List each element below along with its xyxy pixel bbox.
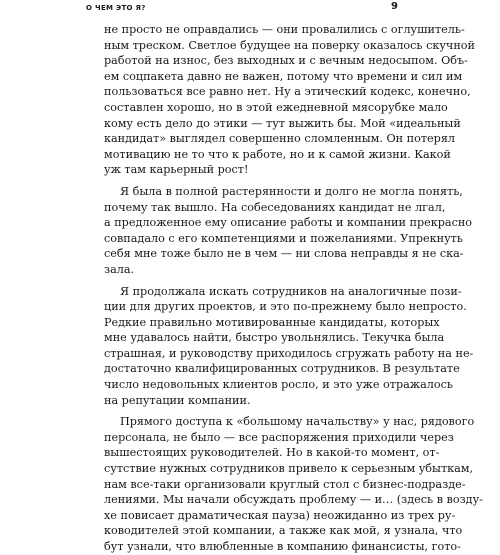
text-line: число недовольных клиентов росло, и это уже отражалось: [104, 378, 453, 392]
text-line: мотивацию не то что к работе, но и к самой жизни. Какой: [104, 147, 451, 161]
running-title: О ЧЕМ ЭТО Я?: [86, 4, 146, 12]
text-line: персонала, не было — все распоряжения приходили через: [104, 430, 454, 444]
text-line: мне удавалось найти, быстро увольнялись. Текучка была: [104, 331, 445, 345]
paragraph: [104, 22, 475, 178]
text-line: бут узнали, что влюбленные в компанию финансисты, гото-: [104, 540, 461, 553]
text-line: составлен хорошо, но в этой ежедневной мясорубке мало: [104, 100, 448, 114]
text-line: себя мне тоже было не в чем — ни слова неправды я не ска-: [104, 247, 464, 261]
body-text: [104, 22, 483, 555]
text-line: страшная, и руководству приходилось сгружать работу на не-: [104, 346, 474, 360]
text-line: на репутации компании.: [104, 393, 251, 407]
text-line: кандидат» выглядел совершенно сломленным. Он потерял: [104, 132, 456, 146]
text-line: хе повисает драматическая пауза) неожиданно из трех ру-: [104, 508, 456, 522]
text-line: ным треском. Светлое будущее на поверку оказалось скучной: [104, 38, 475, 52]
text-line: ции для других проектов, и это по-прежнему было непросто.: [104, 300, 467, 314]
text-line: сутствие нужных сотрудников привело к серьезным убыткам,: [104, 462, 474, 476]
text-line: достаточно квалифицированных сотрудников. В результате: [104, 362, 460, 376]
paragraph: [104, 284, 474, 409]
text-line: совпадало с его компетенциями и пожеланиями. Упрекнуть: [104, 231, 463, 245]
page-number: 9: [391, 1, 398, 12]
text-line: ем соцпакета давно не важен, потому что времени и сил им: [104, 69, 463, 83]
text-line: Прямого доступа к «большому начальству» у нас, рядового: [120, 415, 475, 429]
text-line: Я продолжала искать сотрудников на аналогичные пози-: [120, 284, 462, 298]
text-line: пользоваться все равно нет. Ну а этический кодекс, конечно,: [104, 85, 471, 99]
paragraph: [104, 414, 483, 554]
paragraph: [104, 184, 473, 278]
text-line: кому есть дело до этики — тут выжить бы. Мой «идеальный: [104, 116, 461, 130]
text-line: уж там карьерный рост!: [104, 163, 249, 177]
text-line: вышестоящих руководителей. Но в какой-то момент, от-: [104, 446, 440, 460]
text-line: а предложенное ему описание работы и компании прекрасно: [104, 216, 473, 230]
text-line: не просто не оправдались — они провалились с оглушитель-: [104, 23, 465, 36]
text-line: почему так вышло. На собеседованиях кандидат не лгал,: [104, 200, 446, 214]
text-line: зала.: [104, 262, 135, 276]
text-line: ководителей этой компании, а также как мой, я узнала, что: [104, 524, 463, 538]
text-line: нам все-таки организовали круглый стол с бизнес-подразде-: [104, 477, 466, 491]
text-line: Я была в полной растерянности и долго не могла понять,: [120, 184, 463, 198]
text-line: лениями. Мы начали обсуждать проблему — и… (здесь в возду-: [104, 493, 483, 507]
text-line: Редкие правильно мотивированные кандидаты, которых: [104, 315, 440, 329]
text-line: работой на износ, без выходных и с вечным недосыпом. Объ-: [104, 54, 468, 68]
